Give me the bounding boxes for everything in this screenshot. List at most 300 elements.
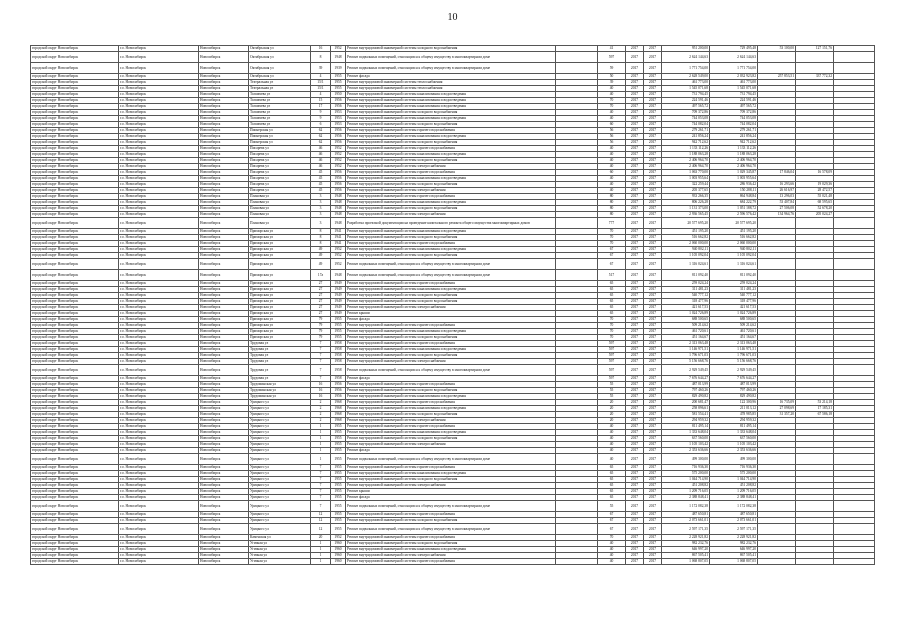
cell-total-cost: 461 720,61 bbox=[662, 329, 710, 335]
cell-plan-year-end: 2017 bbox=[644, 335, 662, 341]
cell-district: городской округ Новосибирск bbox=[31, 359, 119, 365]
cell-municipality: г.о. Новосибирск bbox=[119, 253, 199, 259]
cell-year-built: 1948 bbox=[331, 200, 346, 206]
cell-city: Новосибирск bbox=[199, 122, 249, 128]
cell-house-number: 1 bbox=[311, 430, 331, 436]
cell-owner-cost bbox=[758, 259, 796, 270]
cell-work-type: Ремонт подвальных помещений, относящихся к общему имуществу в многоквартирном доме bbox=[346, 270, 556, 281]
cell-fund-cost: 150 288,11 bbox=[710, 188, 758, 194]
cell-apartments: 56 bbox=[598, 134, 626, 140]
cell-total-cost: 575 200,00 bbox=[662, 471, 710, 477]
cell-street: Угичная ул bbox=[249, 553, 311, 559]
cell-municipality: г.о. Новосибирск bbox=[119, 218, 199, 229]
cell-total-cost: 1 131 373,00 bbox=[662, 206, 710, 212]
cell-plan-year-end: 2017 bbox=[644, 158, 662, 164]
cell-plan-year-end: 2017 bbox=[644, 98, 662, 104]
cell-plan-year-start: 2017 bbox=[626, 376, 644, 382]
cell-plan-year-start: 2017 bbox=[626, 347, 644, 353]
cell-district: городской округ Новосибирск bbox=[31, 128, 119, 134]
cell-owner-cost: 27 506,08 bbox=[758, 206, 796, 212]
cell-work-type: Ремонт внутридомовой инженерной системы горячего водоснабжения bbox=[346, 535, 556, 541]
cell-city: Новосибирск bbox=[199, 353, 249, 359]
cell-plan-year-end: 2017 bbox=[644, 518, 662, 524]
cell-city: Новосибирск bbox=[199, 388, 249, 394]
cell-plan-year-end: 2017 bbox=[644, 92, 662, 98]
cell-work-type: Ремонт внутридомовой инженерной системы холодного водоснабжения bbox=[346, 299, 556, 305]
cell-plan-year-start: 2017 bbox=[626, 247, 644, 253]
cell-district: городской округ Новосибирск bbox=[31, 353, 119, 359]
cell-street: Урицкого ул bbox=[249, 465, 311, 471]
cell-plan-year-end: 2017 bbox=[644, 400, 662, 406]
cell-apartments: 40 bbox=[598, 152, 626, 158]
cell-plan-year-start: 2017 bbox=[626, 146, 644, 152]
cell-plan-year-start: 2017 bbox=[626, 134, 644, 140]
cell-work-type: Ремонт внутридомовой инженерной системы электроснабжения bbox=[346, 553, 556, 559]
cell-street: Плановая ул bbox=[249, 212, 311, 218]
cell-house-number: 16 bbox=[311, 382, 331, 388]
cell-plan-year-end: 2017 bbox=[644, 176, 662, 182]
cell-fund-cost: 286 936,42 bbox=[710, 182, 758, 188]
cell-city: Новосибирск bbox=[199, 541, 249, 547]
cell-work-type: Ремонт внутридомовой инженерной системы горячего водоснабжения bbox=[346, 341, 556, 347]
cell-work-type: Ремонт внутридомовой инженерной системы горячего водоснабжения bbox=[346, 281, 556, 287]
cell-year-built: 1949 bbox=[331, 311, 346, 317]
cell-fund-cost: 864 948,84 bbox=[710, 194, 758, 200]
cell-municipality: г.о. Новосибирск bbox=[119, 436, 199, 442]
cell-street: Урицкого ул bbox=[249, 483, 311, 489]
cell-owner-cost bbox=[758, 501, 796, 512]
cell-extra bbox=[834, 501, 875, 512]
cell-house-number: 7 bbox=[311, 376, 331, 382]
cell-apartments: 70 bbox=[598, 317, 626, 323]
cell-fund-cost: 940 802,11 bbox=[710, 247, 758, 253]
cell-apartments: 20 bbox=[598, 412, 626, 418]
cell-year-built: 1952 bbox=[331, 253, 346, 259]
cell-city: Новосибирск bbox=[199, 200, 249, 206]
cell-street: Приморская ул bbox=[249, 299, 311, 305]
cell-fund-cost: 1 044 714,90 bbox=[710, 477, 758, 483]
cell-total-cost: 1 771 754,00 bbox=[662, 63, 710, 74]
cell-total-cost: 259 024,24 bbox=[662, 281, 710, 287]
cell-street: Приморская ул bbox=[249, 335, 311, 341]
cell-year-built: 1956 bbox=[331, 98, 346, 104]
cell-street: Писарева ул bbox=[249, 188, 311, 194]
cell-plan-year-start: 2017 bbox=[626, 287, 644, 293]
cell-municipality: г.о. Новосибирск bbox=[119, 317, 199, 323]
cell-fund-cost: 1 333 648,04 bbox=[710, 430, 758, 436]
cell-fund-cost: 516 662,82 bbox=[710, 235, 758, 241]
cell-apartments: 67 bbox=[598, 518, 626, 524]
cell-district: городской округ Новосибирск bbox=[31, 376, 119, 382]
cell-total-cost: 2 060 000,00 bbox=[662, 241, 710, 247]
cell-year-built: 1949 bbox=[331, 299, 346, 305]
cell-municipality: г.о. Новосибирск bbox=[119, 495, 199, 501]
cell-house-number: 7 bbox=[311, 341, 331, 347]
cell-street: Трудовая ул bbox=[249, 376, 311, 382]
cell-city: Новосибирск bbox=[199, 116, 249, 122]
cell-plan-year-end: 2017 bbox=[644, 140, 662, 146]
cell-apartments: 65 bbox=[598, 293, 626, 299]
cell-work-type: Ремонт внутридомовой инженерной системы холодного водоснабжения bbox=[346, 140, 556, 146]
cell-city: Новосибирск bbox=[199, 518, 249, 524]
cell-work-type: Ремонт внутридомовой инженерной системы горячего водоснабжения bbox=[346, 512, 556, 518]
cell-total-cost: 982 232,76 bbox=[662, 541, 710, 547]
cell-plan-year-end: 2017 bbox=[644, 341, 662, 347]
cell-municipality: г.о. Новосибирск bbox=[119, 146, 199, 152]
cell-work-type: Ремонт внутридомовой инженерной системы канализования и водоотведения bbox=[346, 329, 556, 335]
cell-district: городской округ Новосибирск bbox=[31, 218, 119, 229]
cell-fund-cost: 2 406 964,70 bbox=[710, 158, 758, 164]
cell-apartments: 67 bbox=[598, 512, 626, 518]
cell-fund-cost: 829 490,82 bbox=[710, 394, 758, 400]
cell-total-cost: 258 896,61 bbox=[662, 406, 710, 412]
cell-plan-year-end: 2017 bbox=[644, 406, 662, 412]
cell-total-cost: 1 003 955,64 bbox=[662, 176, 710, 182]
cell-plan-year-start: 2017 bbox=[626, 412, 644, 418]
cell-apartments: 56 bbox=[598, 128, 626, 134]
cell-plan-year-start: 2017 bbox=[626, 323, 644, 329]
cell-fund-cost: 1 105 103,42 bbox=[710, 442, 758, 448]
cell-plan-year-start: 2017 bbox=[626, 281, 644, 287]
cell-fund-cost: 982 232,76 bbox=[710, 541, 758, 547]
cell-street: Писарева ул bbox=[249, 176, 311, 182]
cell-plan-year-end: 2017 bbox=[644, 134, 662, 140]
cell-street: Урицкого ул bbox=[249, 524, 311, 535]
cell-total-cost: 829 490,82 bbox=[662, 394, 710, 400]
cell-plan-year-start: 2017 bbox=[626, 394, 644, 400]
cell-district: городской округ Новосибирск bbox=[31, 547, 119, 553]
cell-year-built: 1956 bbox=[331, 188, 346, 194]
cell-total-cost: 2 353 636,66 bbox=[662, 448, 710, 454]
cell-work-type: Ремонт внутридомовой инженерной системы горячего водоснабжения bbox=[346, 170, 556, 176]
cell-total-cost: 709 372,86 bbox=[662, 110, 710, 116]
cell-year-built: 1955 bbox=[331, 329, 346, 335]
cell-work-type: Ремонт внутридомовой инженерной системы канализования и водоотведения bbox=[346, 394, 556, 400]
cell-district: городской округ Новосибирск bbox=[31, 92, 119, 98]
cell-district: городской округ Новосибирск bbox=[31, 212, 119, 218]
cell-year-built: 1952 bbox=[331, 146, 346, 152]
cell-extra bbox=[834, 454, 875, 465]
cell-plan-year-start: 2017 bbox=[626, 471, 644, 477]
cell-district: городской округ Новосибирск bbox=[31, 524, 119, 535]
cell-plan-year-end: 2017 bbox=[644, 365, 662, 376]
cell-total-cost: 1 133 112,26 bbox=[662, 146, 710, 152]
cell-apartments: 65 bbox=[598, 489, 626, 495]
cell-city: Новосибирск bbox=[199, 454, 249, 465]
cell-apartments: 65 bbox=[598, 299, 626, 305]
cell-year-built: 1952 bbox=[331, 535, 346, 541]
cell-house-number: 17а bbox=[311, 270, 331, 281]
cell-house-number: 8 bbox=[311, 241, 331, 247]
cell-fund-cost: 811 092,40 bbox=[710, 270, 758, 281]
cell-city: Новосибирск bbox=[199, 128, 249, 134]
cell-house-number: 4 bbox=[311, 92, 331, 98]
cell-plan-year-start: 2017 bbox=[626, 382, 644, 388]
cell-city: Новосибирск bbox=[199, 63, 249, 74]
cell-apartments: 65 bbox=[598, 471, 626, 477]
cell-municipality: г.о. Новосибирск bbox=[119, 122, 199, 128]
cell-year-built: 1953 bbox=[331, 122, 346, 128]
cell-fund-cost: 2 032 923,82 bbox=[710, 74, 758, 80]
cell-district: городской округ Новосибирск bbox=[31, 229, 119, 235]
cell-street: Урицкого ул bbox=[249, 400, 311, 406]
cell-fund-cost: 2 353 636,66 bbox=[710, 448, 758, 454]
cell-plan-year-start: 2017 bbox=[626, 305, 644, 311]
cell-municipality: г.о. Новосибирск bbox=[119, 134, 199, 140]
cell-fund-cost: 421 617,53 bbox=[710, 305, 758, 311]
cell-total-cost: 581 554,41 bbox=[662, 412, 710, 418]
cell-city: Новосибирск bbox=[199, 253, 249, 259]
cell-plan-year-start: 2017 bbox=[626, 74, 644, 80]
cell-year-built: 1955 bbox=[331, 501, 346, 512]
cell-city: Новосибирск bbox=[199, 46, 249, 52]
cell-fund-cost: 1 146 971,51 bbox=[710, 347, 758, 353]
cell-apartments: 777 bbox=[598, 218, 626, 229]
cell-city: Новосибирск bbox=[199, 323, 249, 329]
cell-municipality: г.о. Новосибирск bbox=[119, 388, 199, 394]
cell-plan-year-start: 2017 bbox=[626, 329, 644, 335]
table-row bbox=[31, 52, 875, 63]
cell-house-number: 8 bbox=[311, 229, 331, 235]
cell-district: городской округ Новосибирск bbox=[31, 341, 119, 347]
cell-owner-cost: 17 846,04 bbox=[758, 170, 796, 176]
cell-municipality: г.о. Новосибирск bbox=[119, 110, 199, 116]
cell-city: Новосибирск bbox=[199, 359, 249, 365]
cell-work-type: Ремонт внутридомовой инженерной системы холодного водоснабжения bbox=[346, 158, 556, 164]
cell-other-cost bbox=[796, 559, 834, 565]
cell-apartments: 40 bbox=[598, 454, 626, 465]
cell-house-number: 7 bbox=[311, 501, 331, 512]
cell-fund-cost: 451 195,20 bbox=[710, 229, 758, 235]
cell-district: городской округ Новосибирск bbox=[31, 152, 119, 158]
cell-street: Плановая ул bbox=[249, 194, 311, 200]
cell-house-number: 16 bbox=[311, 394, 331, 400]
cell-apartments: 55 bbox=[598, 501, 626, 512]
cell-total-cost: 2 406 964,70 bbox=[662, 158, 710, 164]
cell-plan-year-end: 2017 bbox=[644, 218, 662, 229]
cell-plan-year-end: 2017 bbox=[644, 146, 662, 152]
cell-street: Приморская ул bbox=[249, 293, 311, 299]
cell-municipality: г.о. Новосибирск bbox=[119, 547, 199, 553]
cell-work-type: Ремонт фасада bbox=[346, 495, 556, 501]
cell-work-type: Ремонт внутридомовой инженерной системы электроснабжения bbox=[346, 164, 556, 170]
cell-total-cost: 731 794,45 bbox=[662, 92, 710, 98]
cell-city: Новосибирск bbox=[199, 436, 249, 442]
cell-apartments: 55 bbox=[598, 382, 626, 388]
cell-house-number: 7 bbox=[311, 495, 331, 501]
cell-district: городской округ Новосибирск bbox=[31, 394, 119, 400]
cell-plan-year-end: 2017 bbox=[644, 152, 662, 158]
cell-fund-cost: 318 477,96 bbox=[710, 299, 758, 305]
cell-other-cost bbox=[796, 218, 834, 229]
cell-plan-year-start: 2017 bbox=[626, 188, 644, 194]
cell-fund-cost: 731 794,45 bbox=[710, 92, 758, 98]
cell-plan-year-end: 2017 bbox=[644, 170, 662, 176]
cell-house-number: 1 bbox=[311, 448, 331, 454]
cell-apartments: 60 bbox=[598, 122, 626, 128]
cell-total-cost: 322 259,44 bbox=[662, 182, 710, 188]
cell-year-built: 1958 bbox=[331, 353, 346, 359]
cell-apartments: 20 bbox=[598, 418, 626, 424]
cell-plan-year-start: 2017 bbox=[626, 541, 644, 547]
cell-year-built: 1955 bbox=[331, 495, 346, 501]
cell-street: Приморская ул bbox=[249, 241, 311, 247]
cell-year-built: 1956 bbox=[331, 182, 346, 188]
cell-work-type: Ремонт подвальных помещений, относящихся к общему имуществу в многоквартирном доме bbox=[346, 63, 556, 74]
cell-plan-year-start: 2017 bbox=[626, 270, 644, 281]
cell-year-built: 1939 bbox=[331, 63, 346, 74]
cell-district: городской округ Новосибирск bbox=[31, 134, 119, 140]
cell-municipality: г.о. Новосибирск bbox=[119, 477, 199, 483]
cell-apartments: 40 bbox=[598, 559, 626, 565]
cell-plan-year-start: 2017 bbox=[626, 424, 644, 430]
cell-fund-cost: 122 300,96 bbox=[710, 400, 758, 406]
cell-work-type: Ремонт подвальных помещений, относящихся к общему имуществу в многоквартирном доме bbox=[346, 365, 556, 376]
cell-plan-year-end: 2017 bbox=[644, 299, 662, 305]
cell-municipality: г.о. Новосибирск bbox=[119, 335, 199, 341]
cell-plan-year-end: 2017 bbox=[644, 448, 662, 454]
cell-other-cost: 67 586,18 bbox=[796, 412, 834, 418]
cell-work-type: Ремонт внутридомовой инженерной системы теплоснабжения bbox=[346, 86, 556, 92]
cell-owner-cost: 53 407,84 bbox=[758, 200, 796, 206]
cell-district: городской округ Новосибирск bbox=[31, 270, 119, 281]
cell-street: Трудовая ул bbox=[249, 341, 311, 347]
cell-apartments: 40 bbox=[598, 436, 626, 442]
cell-total-cost: 2 388 848,41 bbox=[662, 495, 710, 501]
cell-city: Новосибирск bbox=[199, 52, 249, 63]
cell-district: городской округ Новосибирск bbox=[31, 206, 119, 212]
cell-total-cost: 940 802,11 bbox=[662, 247, 710, 253]
cell-municipality: г.о. Новосибирск bbox=[119, 382, 199, 388]
cell-work-type: Ремонт внутридомовой инженерной системы электроснабжения bbox=[346, 188, 556, 194]
cell-street: Пионерская ул bbox=[249, 128, 311, 134]
cell-city: Новосибирск bbox=[199, 305, 249, 311]
cell-work-type: Ремонт внутридомовой инженерной системы горячего водоснабжения bbox=[346, 559, 556, 565]
cell-fund-cost: 2 313 063,48 bbox=[710, 341, 758, 347]
cell-street: Урицкого ул bbox=[249, 495, 311, 501]
cell-total-cost: 318 477,96 bbox=[662, 299, 710, 305]
cell-work-type: Ремонт подвальных помещений, относящихся к общему имуществу в многоквартирном доме bbox=[346, 501, 556, 512]
cell-municipality: г.о. Новосибирск bbox=[119, 194, 199, 200]
cell-total-cost: 1 796 671,03 bbox=[662, 353, 710, 359]
cell-apartments: 70 bbox=[598, 241, 626, 247]
cell-owner-cost bbox=[758, 365, 796, 376]
cell-year-built: 1950 bbox=[331, 92, 346, 98]
cell-plan-year-end: 2017 bbox=[644, 559, 662, 565]
cell-fund-cost: 1 105 092,04 bbox=[710, 253, 758, 259]
cell-total-cost: 509 214,62 bbox=[662, 323, 710, 329]
cell-apartments: 40 bbox=[598, 430, 626, 436]
cell-district: городской округ Новосибирск bbox=[31, 104, 119, 110]
cell-apartments: 80 bbox=[598, 200, 626, 206]
cell-district: городской округ Новосибирск bbox=[31, 471, 119, 477]
cell-owner-cost bbox=[758, 559, 796, 565]
cell-street: Толмачева ул bbox=[249, 92, 311, 98]
cell-plan-year-start: 2017 bbox=[626, 140, 644, 146]
cell-other-cost bbox=[796, 501, 834, 512]
cell-total-cost: 811 495,14 bbox=[662, 424, 710, 430]
cell-plan-year-start: 2017 bbox=[626, 52, 644, 63]
cell-blank bbox=[556, 501, 598, 512]
cell-work-type: Ремонт внутридомовой инженерной системы канализования и водоотведения bbox=[346, 347, 556, 353]
cell-street: Плановая ул bbox=[249, 218, 311, 229]
cell-extra bbox=[834, 218, 875, 229]
cell-plan-year-end: 2017 bbox=[644, 359, 662, 365]
cell-work-type: Ремонт внутридомовой инженерной системы канализования и водоотведения bbox=[346, 471, 556, 477]
cell-district: городской округ Новосибирск bbox=[31, 430, 119, 436]
cell-city: Новосибирск bbox=[199, 74, 249, 80]
cell-house-number: 62 bbox=[311, 134, 331, 140]
cell-other-cost: 52 678,20 bbox=[796, 206, 834, 212]
cell-fund-cost: 311 481,23 bbox=[710, 287, 758, 293]
cell-district: городской округ Новосибирск bbox=[31, 541, 119, 547]
cell-municipality: г.о. Новосибирск bbox=[119, 235, 199, 241]
cell-year-built: 1958 bbox=[331, 376, 346, 382]
cell-year-built: 1955 bbox=[331, 424, 346, 430]
cell-plan-year-start: 2017 bbox=[626, 86, 644, 92]
cell-street: Приморская ул bbox=[249, 235, 311, 241]
cell-work-type: Ремонт внутридомовой инженерной системы холодного водоснабжения bbox=[346, 206, 556, 212]
cell-fund-cost: 1 316 024,61 bbox=[710, 259, 758, 270]
cell-municipality: г.о. Новосибирск bbox=[119, 376, 199, 382]
cell-plan-year-start: 2017 bbox=[626, 465, 644, 471]
cell-city: Новосибирск bbox=[199, 194, 249, 200]
cell-total-cost: 2 228 921,82 bbox=[662, 535, 710, 541]
cell-city: Новосибирск bbox=[199, 281, 249, 287]
cell-apartments: 65 bbox=[598, 281, 626, 287]
cell-work-type: Ремонт внутридомовой инженерной системы канализования и водоотведения bbox=[346, 176, 556, 182]
cell-plan-year-end: 2017 bbox=[644, 535, 662, 541]
cell-house-number: 62 bbox=[311, 128, 331, 134]
cell-year-built: 1958 bbox=[331, 347, 346, 353]
cell-street: Урицкого ул bbox=[249, 448, 311, 454]
cell-house-number: 46 bbox=[311, 146, 331, 152]
cell-street: Приморская ул bbox=[249, 323, 311, 329]
cell-street: Октябрьская ул bbox=[249, 46, 311, 52]
cell-plan-year-start: 2017 bbox=[626, 92, 644, 98]
cell-city: Новосибирск bbox=[199, 471, 249, 477]
cell-apartments: 40 bbox=[598, 110, 626, 116]
cell-city: Новосибирск bbox=[199, 104, 249, 110]
cell-fund-cost: 487 650,81 bbox=[710, 512, 758, 518]
cell-fund-cost: 942 712,62 bbox=[710, 140, 758, 146]
cell-fund-cost: 1 188 063,28 bbox=[710, 152, 758, 158]
cell-city: Новосибирск bbox=[199, 182, 249, 188]
cell-work-type: Ремонт подвальных помещений, относящихся к общему имуществу в многоквартирном доме bbox=[346, 524, 556, 535]
cell-house-number: 1 bbox=[311, 553, 331, 559]
cell-work-type: Ремонт внутридомовой инженерной системы горячего водоснабжения bbox=[346, 323, 556, 329]
cell-city: Новосибирск bbox=[199, 365, 249, 376]
cell-plan-year-start: 2017 bbox=[626, 406, 644, 412]
cell-district: городской округ Новосибирск bbox=[31, 293, 119, 299]
cell-work-type: Ремонт внутридомовой инженерной системы канализования и водоотведения bbox=[346, 406, 556, 412]
cell-district: городской округ Новосибирск bbox=[31, 512, 119, 518]
cell-district: городской округ Новосибирск bbox=[31, 63, 119, 74]
cell-street: Приморская ул bbox=[249, 229, 311, 235]
cell-city: Новосибирск bbox=[199, 376, 249, 382]
cell-fund-cost: 294 959,32 bbox=[710, 418, 758, 424]
cell-total-cost: 20 577 695,20 bbox=[662, 218, 710, 229]
cell-house-number: 45 bbox=[311, 188, 331, 194]
cell-owner-cost bbox=[758, 218, 796, 229]
cell-fund-cost: 7 676 644,27 bbox=[710, 376, 758, 382]
cell-work-type: Ремонт внутридомовой инженерной системы холодного водоснабжения bbox=[346, 436, 556, 442]
cell-total-cost: 5 156 668,76 bbox=[662, 359, 710, 365]
cell-plan-year-end: 2017 bbox=[644, 394, 662, 400]
cell-municipality: г.о. Новосибирск bbox=[119, 541, 199, 547]
cell-house-number: 7 bbox=[311, 347, 331, 353]
cell-plan-year-end: 2017 bbox=[644, 541, 662, 547]
